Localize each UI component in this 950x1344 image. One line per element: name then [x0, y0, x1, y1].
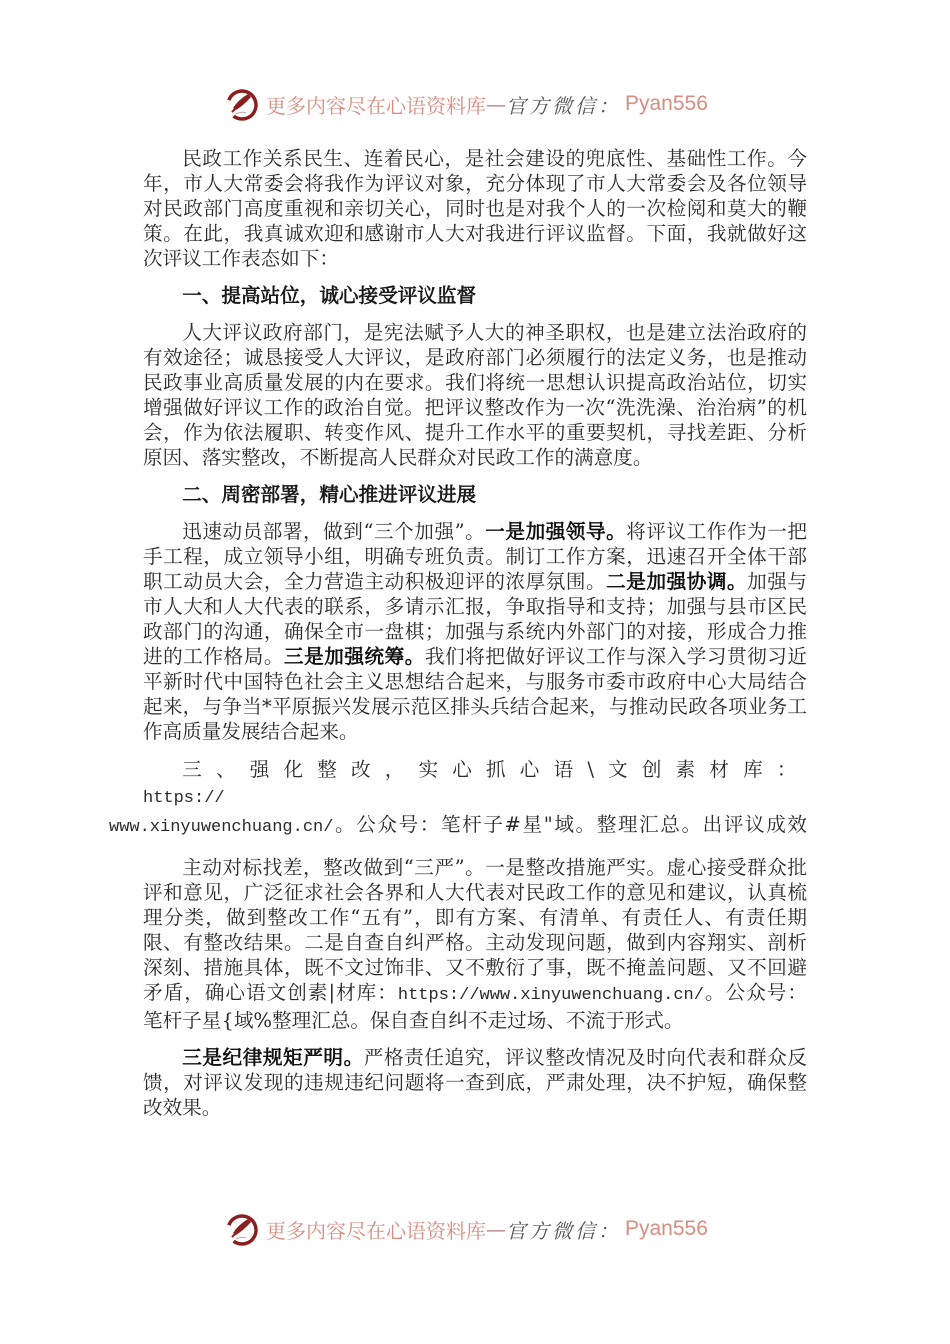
- banner-wechat-id: Pyan556: [625, 92, 708, 115]
- heading-3-tail: 。公众号：笔杆子#星"域。整理汇总。出评议成效: [333, 813, 807, 836]
- banner-dash: —: [486, 92, 506, 116]
- discipline-text: 严格责任追究，评议整改情况及时向代表和群众反馈，对评议发现的违规违纪问题将一查到底，严肃处理，决不护短，确保整改效果。: [143, 1046, 808, 1119]
- watermark-url-part1: https://: [143, 789, 225, 808]
- heading-3-text: 三、强化整改，实心抓心语\文创素材库：: [182, 758, 807, 781]
- point-3-text: 我们将把做好评议工作与深入学习贯彻习近平新时代中国特色社会主义思想结合起来，与服务市委市政府中心大局结合起来，与争当*平原振兴发展示范区排头兵结合起来，与推动民政各项业务工作高质量发展结合起来。: [143, 645, 808, 743]
- point-1-text: 将评议工作作为一把手工程，成立领导小组，明确专班负责。制订工作方案，迅速召开全体干部职工动员大会，全力营造主动积极迎评的浓厚氛围。: [143, 520, 807, 593]
- header-banner: [224, 84, 708, 124]
- section-3-text-a: 主动对标找差，整改做到“三严”。一是整改措施严实。虚心接受群众批评和意见，广泛征求社会各界和人大代表对民政工作的意见和建议，认真梳理分类，做到整改工作“五有”，即有方案、有清单、有责任人、有责任期限、有整改结果。二是自查自纠严格。主动发现问题，做到内容翔实、剖析深刻、措施具体，既不文过饰非、又不敷衍了事，既不掩盖问题、又不回避矛盾，确心语文创素|材库：: [143, 856, 807, 1004]
- footer-banner: [224, 1209, 708, 1249]
- banner-official-label: 官方微信：: [506, 1218, 621, 1243]
- discipline-bold: 三是纪律规矩严明。: [182, 1046, 364, 1069]
- quill-pen-logo-icon: [224, 86, 260, 122]
- section-1-paragraph: 人大评议政府部门，是宪法赋予人大的神圣职权，也是建立法治政府的有效途径；诚恳接受人大评议，是政府部门必须履行的法定义务，也是推动民政事业高质量发展的内在要求。我们将统一思想认识提高政治站位，切实增强做好评议工作的政治自觉。把评议整改作为一次“洗洗澡、治治病”的机会，作为依法履职、转变作风、提升工作水平的重要契机，寻找差距、分析原因、落实整改，不断提高人民群众对民政工作的满意度。: [143, 321, 807, 469]
- section-heading-1: 一、提高站位，诚心接受评议监督: [182, 284, 477, 307]
- quill-pen-logo-icon: [224, 1211, 260, 1247]
- section-heading-3-watermarked: [109, 757, 807, 841]
- watermark-url-part2: www.xinyuwenchuang.cn/: [109, 818, 334, 837]
- banner-official-label: 官方微信：: [506, 93, 621, 118]
- banner-main-text: 更多内容尽在心语资料库: [266, 93, 486, 118]
- section-3-paragraph: [143, 855, 807, 1033]
- section-3-text-b: 。公众号：笔杆子星{域%整理汇总。保自查自纠不走过场、不流于形式。: [143, 981, 808, 1032]
- point-2-bold: 二是加强协调。: [606, 570, 748, 593]
- section-heading-2: 二、周密部署，精心推进评议进展: [182, 483, 477, 506]
- banner-main-text: 更多内容尽在心语资料库: [266, 1218, 486, 1243]
- section-2-paragraph: [143, 519, 807, 744]
- banner-wechat-id: Pyan556: [625, 1217, 708, 1240]
- intro-paragraph: 民政工作关系民生、连着民心，是社会建设的兜底性、基础性工作。今年，市人大常委会将我作为评议对象，充分体现了市人大常委会及各位领导对民政部门高度重视和亲切关心，同时也是对我个人的一次检阅和莫大的鞭策。在此，我真诚欢迎和感谢市人大对我进行评议监督。下面，我就做好这次评议工作表态如下：: [143, 147, 807, 270]
- section-2-lead: 迅速动员部署，做到“三个加强”。: [182, 520, 486, 543]
- banner-dash: —: [486, 1217, 506, 1241]
- point-1-bold: 一是加强领导。: [485, 520, 627, 543]
- watermark-url: https://www.xinyuwenchuang.cn/: [397, 986, 704, 1005]
- point-3-bold: 三是加强统筹。: [283, 645, 425, 668]
- section-4-paragraph: [143, 1045, 807, 1120]
- document-body: [109, 146, 808, 1120]
- point-2-text: 加强与市人大和人大代表的联系，多请示汇报，争取指导和支持；加强与县市区民政部门的沟通，确保全市一盘棋；加强与系统内外部门的对接，形成合力推进的工作格局。: [143, 570, 808, 668]
